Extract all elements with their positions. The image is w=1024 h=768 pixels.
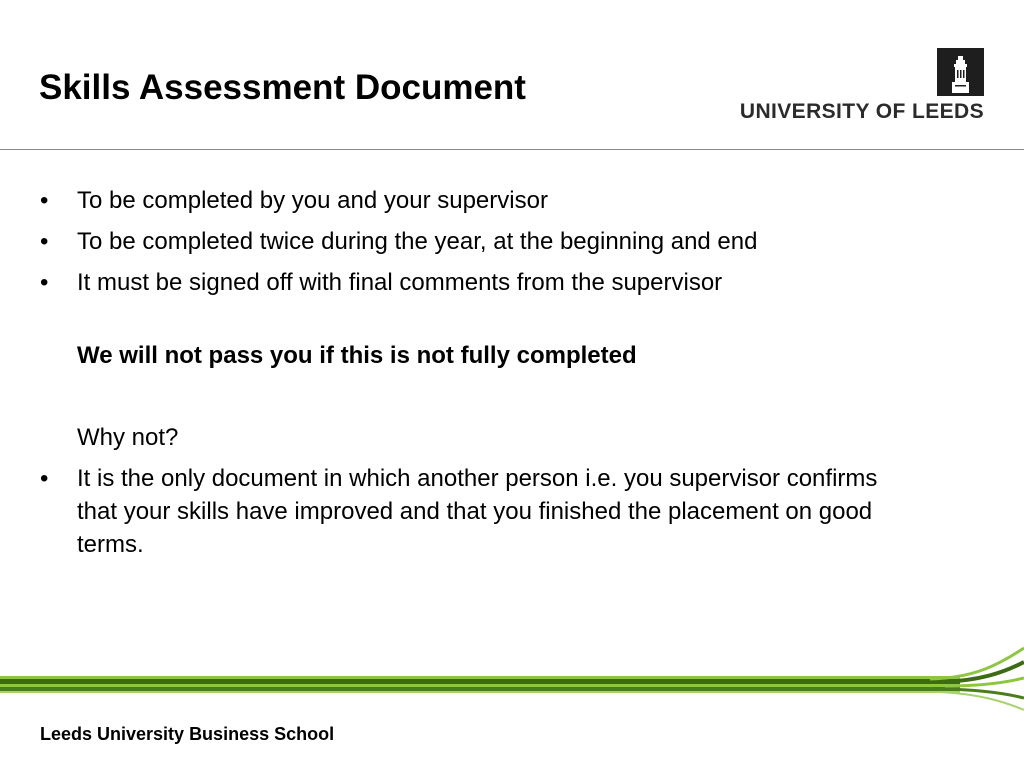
- bullet-text: It must be signed off with final comments from the supervisor: [77, 269, 723, 296]
- bullet-item: [40, 184, 920, 217]
- slide-title: Skills Assessment Document: [39, 68, 526, 107]
- bullet-text: It is the only document in which another person i.e. you supervisor confirms that your skills have improved and that you finished the placement on good terms.: [77, 465, 878, 558]
- slide-body: [40, 184, 920, 569]
- parkinson-tower-icon: [937, 48, 984, 96]
- bullet-glyph: •: [40, 465, 49, 492]
- bullet-item: [40, 462, 920, 561]
- bullet-text: To be completed twice during the year, at the beginning and end: [77, 228, 758, 255]
- bullet-glyph: •: [40, 187, 49, 214]
- bullet-glyph: •: [40, 269, 49, 296]
- university-logo: [728, 48, 984, 126]
- logo-wordmark: UNIVERSITY OF LEEDS: [739, 100, 984, 123]
- emphasis-text: We will not pass you if this is not fully completed: [77, 342, 637, 369]
- footer-swoosh: [0, 644, 1024, 714]
- bullet-item: [40, 266, 920, 299]
- bullet-item: [40, 225, 920, 258]
- bullet-text: To be completed by you and your supervisor: [77, 187, 548, 214]
- header-divider: [0, 149, 1024, 150]
- bullet-glyph: •: [40, 228, 49, 255]
- footer-label: Leeds University Business School: [40, 724, 335, 744]
- question-text: Why not?: [77, 424, 179, 451]
